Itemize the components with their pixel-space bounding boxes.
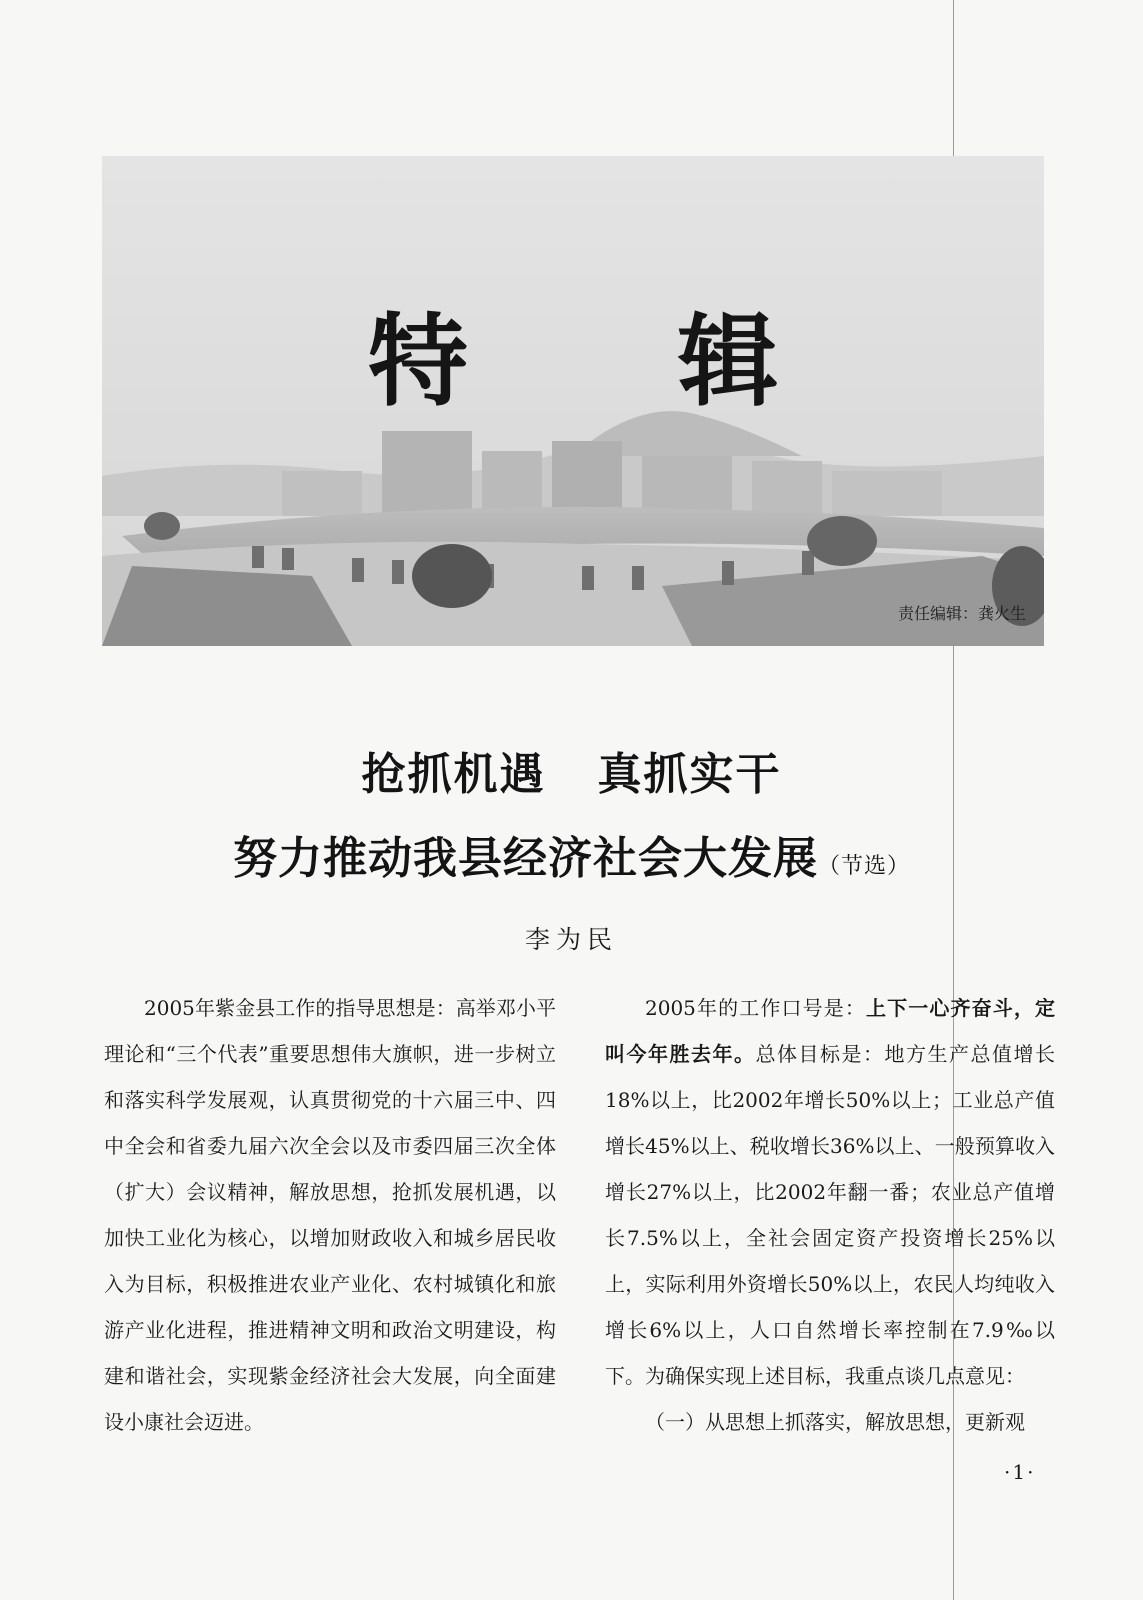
left-paragraph: 2005年紫金县工作的指导思想是：高举邓小平理论和“三个代表”重要思想伟大旗帜，进一步树立和落实科学发展观，认真贯彻党的十六届三中、四中全会和省委九届六次全会以及市委四届三次全体（扩大）会议精神，解放思想，抢抓发展机遇，以加快工业化为核心，以增加财政收入和城乡居民收入为目标，积极推进农业产业化、农村城镇化和旅游产业化进程，推进精神文明和政治文明建设，构建和谐社会，实现紫金经济社会大发展，向全面建设小康社会迈进。 (104, 996, 556, 1434)
editor-credit: 责任编辑：龚火生 (897, 604, 1026, 623)
banner-title: 特辑 (368, 303, 988, 420)
goals-text: 总体目标是：地方生产总值增长18%以上，比2002年增长50%以上；工业总产值增长45%以上、税收增长36%以上、一般预算收入增长27%以上，比2002年翻一番；农业总产值增长7.5%以上，全社会固定资产投资增长25%以上，实际利用外资增长50%以上，农民人均纯收入增长6%以上，人口自然增长率控制在7.9‰以下。为确保实现上述目标，我重点谈几点意见： (605, 1042, 1055, 1388)
headline-part-1: 抢抓机遇 (361, 749, 546, 800)
headline-main: 努力推动我县经济社会大发展 (232, 833, 818, 884)
right-column (605, 985, 1055, 1445)
author: 李为民 (524, 925, 618, 954)
right-paragraph-1 (605, 985, 1055, 1399)
headline-note: （节选） (817, 854, 910, 879)
left-column (104, 985, 556, 1445)
page-number: ·1· (1004, 1460, 1036, 1484)
slogan-lead: 2005年的工作口号是： (645, 996, 867, 1020)
headline-line-2 (0, 822, 1143, 886)
headline-line-1 (0, 738, 1143, 802)
slogan: 上下一心齐奋斗，定叫今年胜去年。 (605, 996, 1056, 1066)
headline-part-2: 真抓实干 (597, 749, 782, 800)
section-banner (102, 156, 1044, 646)
right-paragraph-2: （一）从思想上抓落实，解放思想，更新观 (645, 1410, 1025, 1434)
